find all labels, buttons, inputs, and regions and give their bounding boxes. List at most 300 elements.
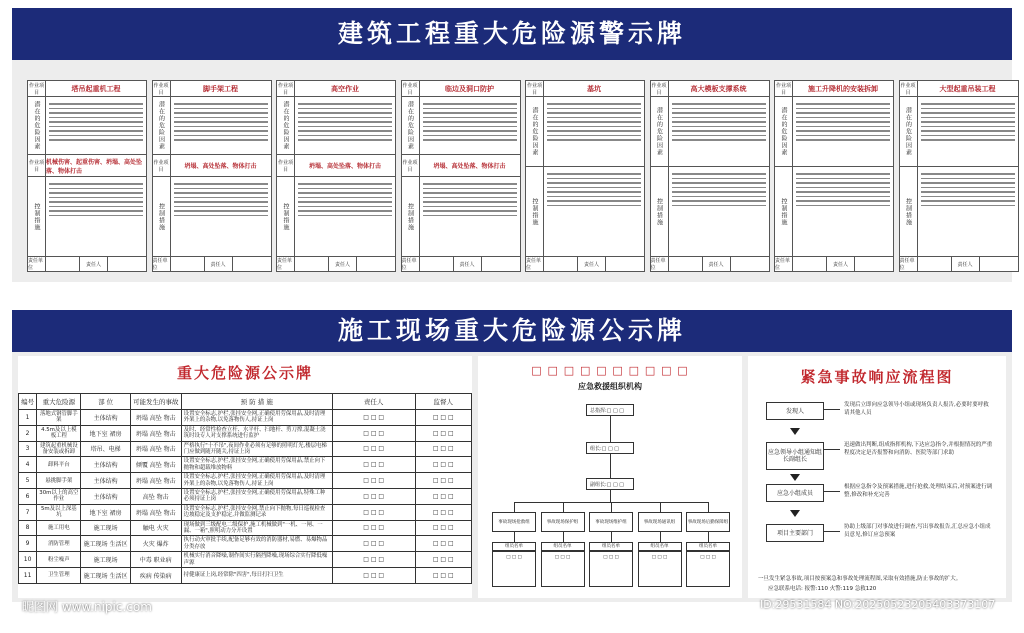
text-line (423, 215, 517, 217)
panel-work-tag: 作业项目 (277, 82, 293, 96)
panel-footer (651, 257, 769, 271)
org-line (514, 502, 515, 512)
hazard-table-card (18, 356, 472, 598)
table-cell-accident: 疾病 传染病 (130, 567, 181, 583)
down-arrow-icon (790, 510, 800, 517)
panel-person-value (855, 257, 893, 271)
panel-danger-label: 潜在的危险因素 (526, 97, 544, 166)
org-line (563, 502, 564, 512)
flow-step-box: 项目主要部门 (766, 524, 824, 542)
text-line (921, 135, 1015, 137)
org-line (660, 502, 661, 512)
org-leader-box: 组长:□ □ □ (586, 442, 634, 454)
panel-title: 施工升降机的安装拆卸 (808, 84, 878, 93)
table-cell-part: 施工现场 (81, 520, 130, 536)
table-cell-sup: □ □ □ (415, 488, 472, 504)
table-cell-sup: □ □ □ (415, 410, 472, 426)
table-cell-resp: □ □ □ (332, 425, 415, 441)
text-line (921, 200, 1015, 202)
bottom-board-title: 施工现场重大危险源公示牌 (12, 310, 1012, 352)
table-header-cell: 责任人 (332, 394, 415, 410)
panel-work-tag: 作业项目 (526, 82, 542, 96)
table-cell-sup: □ □ □ (415, 473, 472, 489)
panel-unit-value (918, 257, 952, 271)
table-cell-accident: 倾覆 高坠 物击 (130, 457, 181, 473)
text-line (298, 206, 392, 208)
table-cell-part: 施工现场 (81, 552, 130, 568)
panel-control-label: 控制措施 (153, 177, 171, 256)
table-cell-source: 建筑起重机械设备安装或拆卸 (37, 441, 81, 457)
panel-unit-label: 责任单位 (526, 257, 544, 271)
flow-connector (824, 449, 840, 450)
text-line (672, 108, 766, 110)
panel-title-row (526, 81, 644, 97)
text-line (298, 210, 392, 212)
table-cell-source: 粉尘噪声 (37, 552, 81, 568)
panel-hazard-row (277, 155, 395, 177)
table-cell-no: 10 (19, 552, 37, 568)
text-line (921, 121, 1015, 123)
org-member-label: 组员名单 (589, 542, 633, 551)
panel-title-row (651, 81, 769, 97)
panel-footer (526, 257, 644, 271)
table-cell-part: 主体结构 (81, 457, 130, 473)
text-line (547, 121, 641, 123)
text-line (423, 108, 517, 110)
text-line (796, 205, 890, 207)
table-header-row (19, 394, 472, 410)
table-row (19, 552, 472, 568)
panel-title: 基坑 (587, 84, 601, 93)
panel-danger-section (900, 97, 1018, 167)
panel-danger-text (420, 97, 520, 154)
text-line (174, 108, 268, 110)
text-line (796, 117, 890, 119)
table-cell-sup: □ □ □ (415, 425, 472, 441)
panel-person-value (482, 257, 520, 271)
text-line (672, 121, 766, 123)
text-line (423, 139, 517, 141)
panel-title: 塔吊起重机工程 (71, 84, 121, 93)
text-line (672, 200, 766, 202)
panel-danger-text (793, 97, 893, 166)
table-cell-no: 2 (19, 425, 37, 441)
panel-control-section (28, 177, 146, 257)
table-cell-no: 3 (19, 441, 37, 457)
text-line (672, 187, 766, 189)
text-line (49, 215, 143, 217)
table-cell-source: 落地式钢管脚手架 (37, 410, 81, 426)
panel-danger-label: 潜在的危险因素 (28, 97, 46, 154)
table-cell-measure: 执行动火审批手续,配备足够有效的消防器材,易燃、易爆物品分类存放 (181, 536, 332, 552)
panel-person-label: 责任人 (578, 257, 606, 271)
text-line (423, 192, 517, 194)
panel-control-label: 控制措施 (775, 167, 793, 256)
down-arrow-icon (790, 428, 800, 435)
table-cell-source: 施工用电 (37, 520, 81, 536)
text-line (672, 112, 766, 114)
table-cell-accident: 坍塌 高坠 物击 (130, 504, 181, 520)
text-line (49, 126, 143, 128)
table-cell-part: 施工现场 生活区 (81, 536, 130, 552)
text-line (672, 196, 766, 198)
panel-person-label: 责任人 (827, 257, 855, 271)
panel-danger-label: 潜在的危险因素 (277, 97, 295, 154)
panel-control-section (651, 167, 769, 257)
panel-footer (28, 257, 146, 271)
text-line (298, 117, 392, 119)
panel-work-tag: 作业项目 (651, 82, 667, 96)
down-arrow-icon (790, 474, 800, 481)
text-line (49, 206, 143, 208)
text-line (423, 103, 517, 105)
text-line (298, 112, 392, 114)
org-member-label: 组员名单 (541, 542, 585, 551)
watermark-site: 昵图网 www.nipic.com (22, 600, 152, 614)
org-chart-card (478, 356, 742, 598)
table-cell-source: 消防管理 (37, 536, 81, 552)
text-line (174, 117, 268, 119)
table-cell-part: 主体结构 (81, 488, 130, 504)
org-line (563, 532, 564, 542)
text-line (49, 112, 143, 114)
table-cell-measure: 机械实行消音降噪,制作间实行隔挡降噪,现场综合实行降低噪声源 (181, 552, 332, 568)
text-line (796, 139, 890, 141)
flow-phone: 应急联系电话: 报警:110 火警:119 急救120 (768, 586, 877, 592)
panel-unit-label: 责任单位 (775, 257, 793, 271)
warning-panel (525, 80, 645, 272)
panel-hazard-row (153, 155, 271, 177)
text-line (547, 200, 641, 202)
panel-hazard-row (402, 155, 520, 177)
table-cell-resp: □ □ □ (332, 410, 415, 426)
text-line (298, 108, 392, 110)
text-line (921, 196, 1015, 198)
panel-danger-section (28, 97, 146, 155)
text-line (174, 130, 268, 132)
panel-hazard-tag: 作业项目 (153, 155, 171, 176)
panel-footer (775, 257, 893, 271)
panel-unit-label: 责任单位 (153, 257, 171, 271)
text-line (672, 178, 766, 180)
panel-person-label: 责任人 (703, 257, 731, 271)
table-cell-source: 卫生管理 (37, 567, 81, 583)
text-line (298, 130, 392, 132)
text-line (423, 121, 517, 123)
flow-card-title: 紧急事故响应流程图 (800, 368, 954, 386)
table-cell-part: 塔吊、电梯 (81, 441, 130, 457)
text-line (49, 135, 143, 137)
text-line (49, 192, 143, 194)
flow-step-box: 发现人 (766, 402, 824, 420)
text-line (796, 121, 890, 123)
text-line (547, 182, 641, 184)
warning-panel (152, 80, 272, 272)
warning-panel (401, 80, 521, 272)
table-cell-no: 11 (19, 567, 37, 583)
text-line (423, 135, 517, 137)
panel-work-tag: 作业项目 (28, 82, 44, 96)
org-member-list: □ □ □ (686, 551, 730, 587)
panel-title: 高大模板支撑系统 (690, 84, 747, 93)
emergency-flow-card (748, 356, 1006, 598)
text-line (49, 183, 143, 185)
text-line (49, 210, 143, 212)
table-header-cell: 重大危险源 (37, 394, 81, 410)
panel-person-label: 责任人 (952, 257, 980, 271)
text-line (423, 130, 517, 132)
table-header-cell: 可能发生的事故 (130, 394, 181, 410)
text-line (796, 196, 890, 198)
table-cell-source: 5m及以上深基坑 (37, 504, 81, 520)
panel-control-section (402, 177, 520, 257)
panel-control-label: 控制措施 (277, 177, 295, 256)
org-line (610, 454, 611, 478)
text-line (921, 173, 1015, 175)
text-line (174, 135, 268, 137)
panel-danger-text (46, 97, 146, 154)
text-line (672, 126, 766, 128)
text-line (174, 192, 268, 194)
flow-step-box: 应急领导小组通知组长副组长 (766, 442, 824, 470)
org-member-label: 组员名单 (638, 542, 682, 551)
table-cell-source: 30m以上的高空作业 (37, 488, 81, 504)
panel-work-tag: 作业项目 (153, 82, 169, 96)
text-line (921, 191, 1015, 193)
panel-person-value (233, 257, 271, 271)
text-line (547, 173, 641, 175)
table-row (19, 425, 472, 441)
text-line (921, 103, 1015, 105)
text-line (672, 103, 766, 105)
panel-danger-label: 潜在的危险因素 (153, 97, 171, 154)
org-team-box: 事故现场后勤保障组 (686, 512, 730, 532)
text-line (298, 135, 392, 137)
panel-danger-section (153, 97, 271, 155)
panel-hazard-text: 坍塌、高处坠落、物体打击 (433, 163, 506, 170)
panel-title: 大型起重吊装工程 (939, 84, 996, 93)
org-deputy-box: 副组长:□ □ □ (586, 478, 634, 490)
text-line (796, 191, 890, 193)
text-line (672, 135, 766, 137)
panel-hazard-text: 坍塌、高处坠落、物体打击 (184, 163, 257, 170)
panel-danger-text (918, 97, 1018, 166)
text-line (547, 187, 641, 189)
panel-hazard-text: 坍塌、高处坠落、物体打击 (308, 163, 381, 170)
panel-control-text (295, 177, 395, 256)
text-line (298, 103, 392, 105)
text-line (423, 210, 517, 212)
panel-footer (402, 257, 520, 271)
panel-person-value (108, 257, 146, 271)
table-cell-sup: □ □ □ (415, 441, 472, 457)
panel-hazard-tag: 作业项目 (402, 155, 420, 176)
panel-danger-text (669, 97, 769, 166)
panel-footer (277, 257, 395, 271)
text-line (298, 188, 392, 190)
panel-control-label: 控制措施 (28, 177, 46, 256)
panel-title: 临边及洞口防护 (445, 84, 494, 93)
text-line (547, 103, 641, 105)
text-line (921, 117, 1015, 119)
text-line (921, 130, 1015, 132)
panel-person-value (731, 257, 769, 271)
panel-unit-value (295, 257, 329, 271)
table-row (19, 536, 472, 552)
text-line (49, 139, 143, 141)
panel-work-tag: 作业项目 (775, 82, 791, 96)
text-line (423, 206, 517, 208)
text-line (921, 178, 1015, 180)
panel-work-tag: 作业项目 (900, 82, 916, 96)
table-cell-sup: □ □ □ (415, 552, 472, 568)
org-member-list: □ □ □ (541, 551, 585, 587)
panel-title-row (277, 81, 395, 97)
panel-control-section (277, 177, 395, 257)
panel-person-label: 责任人 (329, 257, 357, 271)
table-cell-part: 地下室 裙房 (81, 504, 130, 520)
table-cell-sup: □ □ □ (415, 504, 472, 520)
panel-control-section (900, 167, 1018, 257)
org-team-box: 事故现场保护组 (541, 512, 585, 532)
panel-unit-value (171, 257, 205, 271)
table-cell-measure: 严格执行"十不吊",夜间作业必须有足够的照明灯光,楼层电梯门应做到随开随关,持证上岗 (181, 441, 332, 457)
table-cell-resp: □ □ □ (332, 536, 415, 552)
table-cell-part: 施工现场 生活区 (81, 567, 130, 583)
panel-person-label: 责任人 (454, 257, 482, 271)
table-cell-part: 地下室 裙房 (81, 425, 130, 441)
panel-control-section (526, 167, 644, 257)
watermark-id: ID:29531584 NO:20250523205403373107 (760, 598, 996, 611)
text-line (921, 187, 1015, 189)
text-line (547, 191, 641, 193)
panel-footer (900, 257, 1018, 271)
table-header-cell: 预 防 措 施 (181, 394, 332, 410)
text-line (174, 210, 268, 212)
text-line (423, 188, 517, 190)
table-cell-resp: □ □ □ (332, 488, 415, 504)
text-line (49, 103, 143, 105)
text-line (796, 187, 890, 189)
text-line (547, 178, 641, 180)
hazard-table-title: 重大危险源公示牌 (176, 364, 313, 382)
text-line (174, 206, 268, 208)
table-cell-no: 6 (19, 488, 37, 504)
panel-unit-label: 责任单位 (651, 257, 669, 271)
table-cell-sup: □ □ □ (415, 520, 472, 536)
text-line (174, 197, 268, 199)
text-line (921, 139, 1015, 141)
panel-person-label: 责任人 (80, 257, 108, 271)
text-line (298, 201, 392, 203)
org-line (611, 502, 612, 512)
text-line (547, 139, 641, 141)
table-row (19, 410, 472, 426)
panel-control-text (420, 177, 520, 256)
org-chief-box: 总指挥:□ □ □ (586, 404, 634, 416)
panel-control-section (775, 167, 893, 257)
top-board-title: 建筑工程重大危险源警示牌 (12, 8, 1012, 60)
text-line (423, 197, 517, 199)
text-line (672, 191, 766, 193)
text-line (174, 126, 268, 128)
panel-unit-label: 责任单位 (900, 257, 918, 271)
panel-danger-section (277, 97, 395, 155)
flow-connector (824, 531, 840, 532)
text-line (49, 130, 143, 132)
table-cell-sup: □ □ □ (415, 567, 472, 583)
text-line (796, 182, 890, 184)
table-cell-no: 8 (19, 520, 37, 536)
table-row (19, 567, 472, 583)
text-line (672, 117, 766, 119)
panel-control-label: 控制措施 (900, 167, 918, 256)
table-cell-source: 悬挑脚手架 (37, 473, 81, 489)
panel-hazard-tag: 作业项目 (28, 155, 46, 176)
text-line (49, 117, 143, 119)
text-line (49, 121, 143, 123)
warning-panel (27, 80, 147, 272)
flow-step-desc: 根据应急指令及预案措施,进行抢救,处理结束后,对预案进行调整,修改和补充完善 (844, 484, 993, 498)
text-line (174, 103, 268, 105)
text-line (921, 108, 1015, 110)
panel-danger-text (295, 97, 395, 154)
org-team-box: 事故现场维护组 (589, 512, 633, 532)
text-line (796, 200, 890, 202)
panel-control-label: 控制措施 (651, 167, 669, 256)
text-line (796, 108, 890, 110)
text-line (298, 197, 392, 199)
panel-control-text (793, 167, 893, 256)
panel-person-value (357, 257, 395, 271)
text-line (796, 103, 890, 105)
table-cell-measure: 现场做到三级配电二级保护,施工机械做到"一机、一闸、一漏、一箱",照明动力分开设置 (181, 520, 332, 536)
table-header-cell: 监督人 (415, 394, 472, 410)
org-team-box: 事故现场抢救组 (492, 512, 536, 532)
text-line (547, 205, 641, 207)
panel-unit-label: 责任单位 (402, 257, 420, 271)
panel-title-row (402, 81, 520, 97)
org-line (610, 490, 611, 502)
panel-person-value (980, 257, 1018, 271)
text-line (547, 112, 641, 114)
panel-title-row (900, 81, 1018, 97)
panel-danger-label: 潜在的危险因素 (775, 97, 793, 166)
table-cell-accident: 中毒 职业病 (130, 552, 181, 568)
flow-step-desc: 发现后立即向应急领导小组或现场负责人报告,必要时要呼救请其他人员 (844, 402, 989, 416)
text-line (547, 117, 641, 119)
table-cell-resp: □ □ □ (332, 567, 415, 583)
text-line (796, 135, 890, 137)
warning-panel (650, 80, 770, 272)
table-cell-resp: □ □ □ (332, 520, 415, 536)
text-line (423, 183, 517, 185)
table-cell-accident: 坍塌 高坠 物击 (130, 441, 181, 457)
table-cell-no: 9 (19, 536, 37, 552)
panel-unit-value (420, 257, 454, 271)
text-line (298, 126, 392, 128)
table-cell-resp: □ □ □ (332, 441, 415, 457)
org-member-label: 组员名单 (686, 542, 730, 551)
flow-step-desc: 协助上级部门对事故进行调查,写出事故报告,汇总应急小组成员意见,修订应急预案 (844, 524, 991, 538)
panel-control-text (171, 177, 271, 256)
panel-title: 脚手架工程 (203, 84, 238, 93)
table-row (19, 488, 472, 504)
text-line (796, 130, 890, 132)
panel-danger-section (775, 97, 893, 167)
table-cell-part: 主体结构 (81, 410, 130, 426)
panel-danger-label: 潜在的危险因素 (402, 97, 420, 154)
